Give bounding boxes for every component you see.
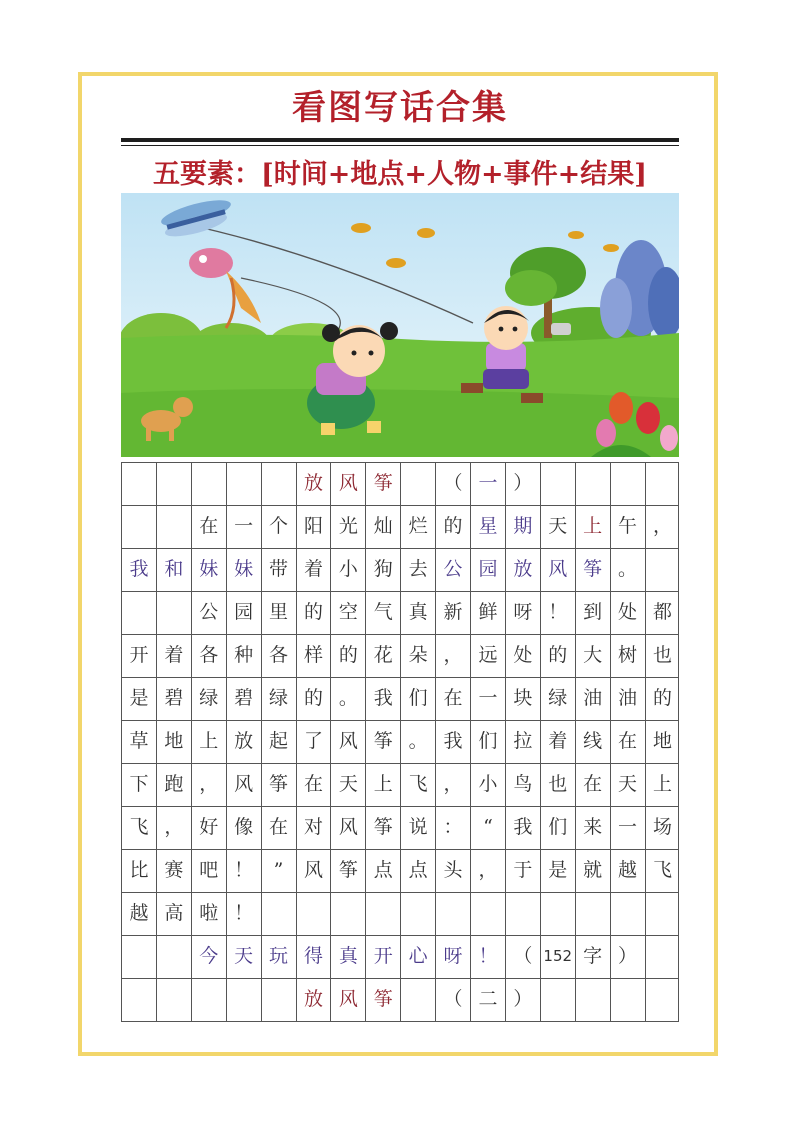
grid-cell: 线 — [575, 720, 610, 763]
grid-cell — [400, 462, 435, 505]
grid-cell: 的 — [540, 634, 575, 677]
grid-cell: 啦 — [191, 892, 226, 935]
grid-cell: ， — [156, 806, 191, 849]
grid-cell: 。 — [330, 677, 365, 720]
grid-cell — [226, 978, 261, 1021]
grid-cell: ， — [435, 763, 470, 806]
grid-cell: ， — [470, 849, 505, 892]
grid-cell: 筝 — [330, 849, 365, 892]
grid-cell: 远 — [470, 634, 505, 677]
grid-cell: 鲜 — [470, 591, 505, 634]
grid-cell — [121, 462, 156, 505]
grid-cell: 开 — [121, 634, 156, 677]
grid-cell: ） — [610, 935, 645, 978]
grid-cell: 开 — [365, 935, 400, 978]
grid-cell: 花 — [365, 634, 400, 677]
grid-cell: 碧 — [156, 677, 191, 720]
grid-cell: 二 — [470, 978, 505, 1021]
grid-cell: 着 — [156, 634, 191, 677]
grid-cell: 玩 — [261, 935, 296, 978]
grid-cell: 于 — [505, 849, 540, 892]
grid-cell: 的 — [435, 505, 470, 548]
grid-cell: ！ — [540, 591, 575, 634]
grid-cell — [156, 505, 191, 548]
grid-cell — [645, 462, 680, 505]
grid-cell: 各 — [191, 634, 226, 677]
grid-cell: 飞 — [645, 849, 680, 892]
grid-cell: 在 — [575, 763, 610, 806]
grid-cell: 筝 — [365, 978, 400, 1021]
grid-cell: 朵 — [400, 634, 435, 677]
grid-cell — [121, 591, 156, 634]
grid-cell — [261, 978, 296, 1021]
grid-cell — [156, 935, 191, 978]
grid-cell: “ — [470, 806, 505, 849]
grid-cell — [540, 892, 575, 935]
grid-cell: 风 — [540, 548, 575, 591]
grid-cell: 吧 — [191, 849, 226, 892]
grid-cell: 来 — [575, 806, 610, 849]
grid-cell: 的 — [296, 591, 331, 634]
grid-cell: 的 — [296, 677, 331, 720]
grid-cell — [261, 892, 296, 935]
grid-cell — [156, 978, 191, 1021]
grid-cell: 也 — [645, 634, 680, 677]
grid-cell — [261, 462, 296, 505]
grid-cell — [191, 462, 226, 505]
grid-cell: 各 — [261, 634, 296, 677]
grid-cell: 放 — [226, 720, 261, 763]
grid-cell: 午 — [610, 505, 645, 548]
grid-cell: 头 — [435, 849, 470, 892]
grid-cell: 场 — [645, 806, 680, 849]
grid-cell: 放 — [296, 978, 331, 1021]
grid-cell — [610, 892, 645, 935]
grid-cell: 152 — [540, 935, 575, 978]
grid-cell: 上 — [365, 763, 400, 806]
grid-cell — [540, 978, 575, 1021]
grid-cell: 们 — [400, 677, 435, 720]
grid-cell: 真 — [400, 591, 435, 634]
grid-cell: 种 — [226, 634, 261, 677]
grid-cell: 我 — [365, 677, 400, 720]
grid-cell: 园 — [470, 548, 505, 591]
grid-cell: 小 — [470, 763, 505, 806]
grid-cell: 绿 — [261, 677, 296, 720]
grid-cell: ， — [645, 505, 680, 548]
grid-cell: 筝 — [365, 806, 400, 849]
grid-cell: 公 — [191, 591, 226, 634]
title-divider-thin — [121, 145, 679, 146]
grid-cell: 公 — [435, 548, 470, 591]
grid-cell: ） — [505, 462, 540, 505]
grid-cell: 说 — [400, 806, 435, 849]
grid-cell — [226, 462, 261, 505]
grid-cell: 飞 — [400, 763, 435, 806]
grid-cell: 块 — [505, 677, 540, 720]
grid-cell — [156, 591, 191, 634]
grid-cell: 字 — [575, 935, 610, 978]
grid-cell: 在 — [191, 505, 226, 548]
grid-cell: 风 — [330, 978, 365, 1021]
grid-cell — [575, 892, 610, 935]
grid-cell: 处 — [505, 634, 540, 677]
grid-cell: 了 — [296, 720, 331, 763]
grid-cell: 真 — [330, 935, 365, 978]
grid-cell: 是 — [121, 677, 156, 720]
grid-cell: 一 — [470, 677, 505, 720]
page-title: 看图写话合集 — [292, 88, 508, 128]
grid-cell — [191, 978, 226, 1021]
grid-cell: 今 — [191, 935, 226, 978]
grid-cell: 新 — [435, 591, 470, 634]
kite-flying-scene-icon — [121, 193, 679, 457]
grid-cell: 呀 — [505, 591, 540, 634]
grid-cell: 样 — [296, 634, 331, 677]
grid-cell: 筝 — [575, 548, 610, 591]
grid-cell: 都 — [645, 591, 680, 634]
grid-cell: 狗 — [365, 548, 400, 591]
grid-cell: 天 — [226, 935, 261, 978]
grid-cell — [645, 548, 680, 591]
grid-cell: 们 — [540, 806, 575, 849]
grid-cell: 带 — [261, 548, 296, 591]
title-divider-thick — [121, 138, 679, 142]
grid-cell — [505, 892, 540, 935]
grid-cell: 妹 — [226, 548, 261, 591]
grid-cell: 呀 — [435, 935, 470, 978]
grid-cell: 里 — [261, 591, 296, 634]
grid-cell — [610, 978, 645, 1021]
grid-cell: 空 — [330, 591, 365, 634]
grid-cell: 碧 — [226, 677, 261, 720]
grid-cell: 。 — [400, 720, 435, 763]
grid-cell: 筝 — [365, 462, 400, 505]
grid-cell: 妹 — [191, 548, 226, 591]
grid-cell: 光 — [330, 505, 365, 548]
grid-cell — [575, 462, 610, 505]
grid-cell: 天 — [330, 763, 365, 806]
grid-cell: 像 — [226, 806, 261, 849]
grid-cell: 一 — [610, 806, 645, 849]
grid-cell: 放 — [505, 548, 540, 591]
grid-cell: 风 — [330, 462, 365, 505]
grid-cell: 油 — [610, 677, 645, 720]
grid-cell: 是 — [540, 849, 575, 892]
grid-cell: 鸟 — [505, 763, 540, 806]
grid-cell: （ — [505, 935, 540, 978]
grid-cell: 天 — [540, 505, 575, 548]
grid-line — [121, 1021, 679, 1022]
grid-cell: 在 — [296, 763, 331, 806]
grid-cell: 一 — [470, 462, 505, 505]
grid-cell — [121, 978, 156, 1021]
grid-cell: 去 — [400, 548, 435, 591]
grid-cell: 风 — [330, 806, 365, 849]
grid-cell: 灿 — [365, 505, 400, 548]
grid-cell: 绿 — [191, 677, 226, 720]
grid-cell — [470, 892, 505, 935]
grid-cell: 一 — [226, 505, 261, 548]
grid-cell — [540, 462, 575, 505]
grid-cell — [645, 892, 680, 935]
grid-cell: 油 — [575, 677, 610, 720]
grid-cell: 就 — [575, 849, 610, 892]
grid-cell: 着 — [540, 720, 575, 763]
grid-cell: 上 — [191, 720, 226, 763]
grid-cell: 我 — [435, 720, 470, 763]
grid-cell — [645, 935, 680, 978]
grid-cell: 和 — [156, 548, 191, 591]
grid-cell: 风 — [226, 763, 261, 806]
grid-cell — [121, 505, 156, 548]
grid-cell: 地 — [645, 720, 680, 763]
grid-cell: 也 — [540, 763, 575, 806]
grid-cell: 起 — [261, 720, 296, 763]
grid-cell: 着 — [296, 548, 331, 591]
grid-cell: 对 — [296, 806, 331, 849]
grid-cell: 心 — [400, 935, 435, 978]
grid-cell: 小 — [330, 548, 365, 591]
grid-cell: 处 — [610, 591, 645, 634]
grid-cell: 飞 — [121, 806, 156, 849]
grid-cell — [400, 892, 435, 935]
grid-cell: 拉 — [505, 720, 540, 763]
grid-cell: 树 — [610, 634, 645, 677]
grid-cell — [435, 892, 470, 935]
grid-cell: 我 — [121, 548, 156, 591]
grid-cell: ！ — [470, 935, 505, 978]
grid-cell: 天 — [610, 763, 645, 806]
grid-cell: 越 — [610, 849, 645, 892]
grid-cell: 。 — [610, 548, 645, 591]
grid-cell: 赛 — [156, 849, 191, 892]
grid-cell: 们 — [470, 720, 505, 763]
grid-cell: 在 — [435, 677, 470, 720]
grid-cell: ” — [261, 849, 296, 892]
grid-cell: 个 — [261, 505, 296, 548]
grid-line — [678, 462, 679, 1021]
grid-cell: 比 — [121, 849, 156, 892]
grid-cell: 上 — [575, 505, 610, 548]
grid-cell: 在 — [261, 806, 296, 849]
grid-cell: ， — [191, 763, 226, 806]
grid-cell: 风 — [296, 849, 331, 892]
grid-cell — [296, 892, 331, 935]
grid-cell: 阳 — [296, 505, 331, 548]
grid-cell: 草 — [121, 720, 156, 763]
grid-cell — [330, 892, 365, 935]
grid-cell: 好 — [191, 806, 226, 849]
grid-cell — [575, 978, 610, 1021]
grid-cell: 上 — [645, 763, 680, 806]
grid-cell: 园 — [226, 591, 261, 634]
grid-cell: 越 — [121, 892, 156, 935]
grid-cell: （ — [435, 978, 470, 1021]
grid-cell — [121, 935, 156, 978]
grid-cell: 筝 — [261, 763, 296, 806]
grid-cell: 的 — [330, 634, 365, 677]
grid-cell: 在 — [610, 720, 645, 763]
grid-cell: 星 — [470, 505, 505, 548]
grid-cell: 大 — [575, 634, 610, 677]
grid-cell: 绿 — [540, 677, 575, 720]
grid-cell: ） — [505, 978, 540, 1021]
grid-cell: 点 — [365, 849, 400, 892]
grid-cell: 高 — [156, 892, 191, 935]
grid-cell: 气 — [365, 591, 400, 634]
grid-cell — [610, 462, 645, 505]
grid-cell: 放 — [296, 462, 331, 505]
grid-cell: ！ — [226, 849, 261, 892]
grid-cell: ： — [435, 806, 470, 849]
grid-cell: 的 — [645, 677, 680, 720]
grid-cell: 下 — [121, 763, 156, 806]
grid-cell: 跑 — [156, 763, 191, 806]
grid-cell — [365, 892, 400, 935]
grid-cell: 烂 — [400, 505, 435, 548]
grid-cell: 地 — [156, 720, 191, 763]
grid-cell: 期 — [505, 505, 540, 548]
grid-cell: （ — [435, 462, 470, 505]
grid-cell — [645, 978, 680, 1021]
grid-cell: 到 — [575, 591, 610, 634]
grid-cell: 我 — [505, 806, 540, 849]
grid-cell: 风 — [330, 720, 365, 763]
grid-cell: 筝 — [365, 720, 400, 763]
grid-cell — [400, 978, 435, 1021]
page-subtitle: 五要素：[时间+地点+人物+事件+结果] — [152, 159, 648, 190]
grid-cell: ， — [435, 634, 470, 677]
grid-cell: 点 — [400, 849, 435, 892]
grid-cell: ！ — [226, 892, 261, 935]
grid-cell — [156, 462, 191, 505]
grid-cell: 得 — [296, 935, 331, 978]
